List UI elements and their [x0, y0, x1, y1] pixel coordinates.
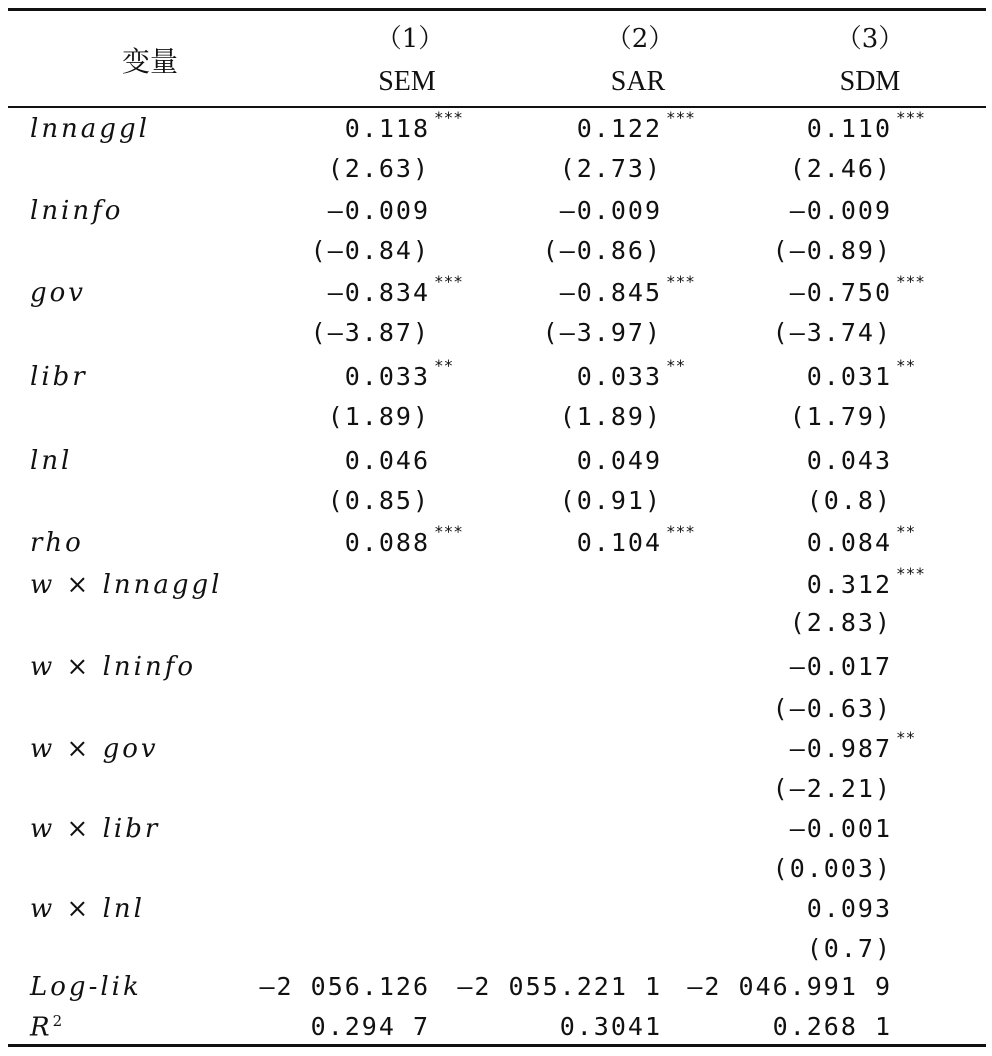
significance-stars: ** — [666, 356, 686, 375]
cell-col3 — [687, 972, 892, 1001]
significance-stars: *** — [434, 108, 463, 127]
significance-stars: ** — [896, 522, 916, 541]
cell-col3 — [790, 608, 892, 637]
cell-value: (1.89) — [327, 402, 430, 431]
cell-col1 — [344, 522, 463, 557]
table-row — [0, 564, 992, 610]
cell-value: (0.8) — [806, 486, 892, 515]
cell-value: (—3.87) — [310, 318, 430, 347]
row-label — [30, 278, 86, 308]
cell-value: (—0.89) — [772, 236, 892, 265]
significance-stars: *** — [896, 108, 925, 127]
row-label-text: w × lnnaggl — [30, 570, 223, 600]
cell-value: 0.118 — [344, 114, 430, 143]
cell-value: (—0.63) — [772, 694, 892, 723]
cell-value: —2 046.991 9 — [687, 972, 892, 1001]
cell-value: 0.084 — [806, 528, 892, 557]
cell-value: (2.46) — [789, 154, 892, 183]
cell-col2 — [577, 446, 662, 475]
row-label-text: w × lnl — [30, 894, 145, 924]
cell-value: (1.89) — [559, 402, 662, 431]
cell-value: 0.3041 — [559, 1012, 662, 1041]
cell-col3 — [790, 196, 892, 225]
cell-value: (0.003) — [772, 854, 892, 883]
cell-col1 — [328, 154, 430, 183]
cell-col2 — [543, 318, 662, 347]
table-row — [0, 894, 992, 934]
cell-value: (—0.86) — [542, 236, 662, 265]
cell-value: —0.845 — [559, 278, 662, 307]
table-row — [0, 196, 992, 236]
row-label — [30, 570, 222, 600]
table-row — [0, 652, 992, 692]
cell-value: (—3.97) — [542, 318, 662, 347]
significance-stars: ** — [896, 728, 916, 747]
row-label-text: R — [30, 1012, 53, 1043]
row-label — [30, 894, 145, 924]
cell-col3 — [790, 814, 892, 843]
cell-col3 — [773, 854, 892, 883]
table-row — [0, 814, 992, 854]
significance-stars: *** — [434, 522, 463, 541]
cell-col3 — [807, 486, 892, 515]
significance-stars: *** — [666, 108, 695, 127]
cell-col2 — [576, 522, 695, 557]
row-label — [30, 972, 142, 1002]
table-row — [0, 972, 992, 1012]
significance-stars: *** — [896, 272, 925, 291]
cell-value: (2.83) — [789, 608, 892, 637]
cell-value: —0.009 — [327, 196, 430, 225]
table-row — [0, 272, 992, 318]
cell-col2 — [576, 356, 686, 391]
row-label — [30, 446, 72, 476]
cell-col1 — [344, 108, 463, 143]
header-col1-number: （1） — [375, 24, 445, 54]
cell-col3 — [806, 522, 916, 557]
table-row — [0, 694, 992, 734]
header-col3-number: （3） — [835, 24, 905, 54]
cell-col2 — [457, 972, 662, 1001]
row-label — [30, 652, 196, 682]
cell-col3 — [773, 694, 892, 723]
cell-value: 0.033 — [344, 362, 430, 391]
cell-col1 — [344, 356, 454, 391]
cell-col1 — [328, 196, 430, 225]
table-top-rule — [8, 8, 986, 11]
cell-col3 — [789, 728, 916, 763]
table-row — [0, 356, 992, 402]
cell-col1 — [311, 1012, 430, 1041]
cell-col3 — [807, 446, 892, 475]
cell-col3 — [807, 934, 892, 963]
row-label — [30, 814, 160, 844]
table-row — [0, 934, 992, 974]
cell-value: —0.834 — [327, 278, 430, 307]
table-row — [0, 854, 992, 894]
row-label-text: w × lninfo — [30, 652, 196, 682]
row-label — [30, 114, 150, 144]
cell-col2 — [576, 108, 695, 143]
table-row — [0, 522, 992, 568]
cell-col3 — [790, 402, 892, 431]
header-col3-name: SDM — [839, 66, 901, 97]
cell-col2 — [560, 486, 662, 515]
header-variable: 变量 — [121, 45, 178, 78]
cell-col1 — [311, 236, 430, 265]
cell-col1 — [259, 972, 430, 1001]
cell-value: (1.79) — [789, 402, 892, 431]
row-label — [30, 528, 84, 558]
cell-value: —0.009 — [789, 196, 892, 225]
cell-col1 — [328, 402, 430, 431]
cell-col1 — [328, 486, 430, 515]
cell-col2 — [560, 154, 662, 183]
cell-col3 — [773, 236, 892, 265]
cell-value: 0.093 — [806, 894, 892, 923]
row-label-text: rho — [30, 528, 84, 558]
cell-value: —0.017 — [789, 652, 892, 681]
table-row — [0, 318, 992, 358]
cell-value: 0.033 — [576, 362, 662, 391]
significance-stars: *** — [434, 272, 463, 291]
cell-value: 0.294 7 — [310, 1012, 430, 1041]
row-label-text: lninfo — [30, 196, 124, 226]
row-label-text: lnl — [30, 446, 73, 476]
cell-value: (0.91) — [559, 486, 662, 515]
cell-col3 — [773, 1012, 892, 1041]
table-row — [0, 154, 992, 194]
cell-col3 — [806, 108, 925, 143]
cell-value: —0.750 — [789, 278, 892, 307]
cell-value: —0.987 — [789, 734, 892, 763]
cell-value: 0.104 — [576, 528, 662, 557]
header-col2-name: SAR — [610, 66, 666, 97]
table-row — [0, 774, 992, 814]
cell-col3 — [806, 356, 916, 391]
header-col2-number: （2） — [605, 24, 675, 54]
cell-value: 0.122 — [576, 114, 662, 143]
row-label — [30, 196, 123, 226]
table-row — [0, 446, 992, 486]
table-row — [0, 608, 992, 648]
cell-value: (2.63) — [327, 154, 430, 183]
header-col1-name: SEM — [378, 66, 436, 97]
cell-col1 — [345, 446, 430, 475]
cell-col1 — [311, 318, 430, 347]
cell-value: 0.088 — [344, 528, 430, 557]
table-bottom-rule — [8, 1044, 986, 1047]
significance-stars: *** — [666, 522, 695, 541]
row-label-superscript: 2 — [52, 1012, 66, 1030]
cell-value: 0.043 — [806, 446, 892, 475]
significance-stars: ** — [896, 356, 916, 375]
cell-value: (—3.74) — [772, 318, 892, 347]
cell-value: —0.009 — [559, 196, 662, 225]
cell-col2 — [560, 402, 662, 431]
cell-value: (0.85) — [327, 486, 430, 515]
cell-value: 0.031 — [806, 362, 892, 391]
row-label-text: w × gov — [30, 734, 159, 764]
cell-col2 — [559, 272, 695, 307]
table-header-rule — [8, 106, 986, 108]
cell-value: 0.110 — [806, 114, 892, 143]
row-label-text: w × libr — [30, 814, 161, 844]
cell-value: —2 055.221 1 — [457, 972, 662, 1001]
cell-value: (—2.21) — [772, 774, 892, 803]
cell-col2 — [560, 1012, 662, 1041]
cell-col3 — [790, 652, 892, 681]
cell-value: 0.312 — [806, 570, 892, 599]
row-label-text: gov — [30, 278, 86, 308]
cell-col3 — [806, 564, 925, 599]
row-label — [30, 1012, 65, 1043]
cell-col3 — [773, 318, 892, 347]
significance-stars: *** — [666, 272, 695, 291]
cell-col2 — [560, 196, 662, 225]
table-row — [0, 486, 992, 526]
cell-value: (—0.84) — [310, 236, 430, 265]
cell-value: (0.7) — [806, 934, 892, 963]
cell-col3 — [790, 154, 892, 183]
table-row — [0, 402, 992, 442]
cell-value: —2 056.126 — [259, 972, 430, 1001]
significance-stars: ** — [434, 356, 454, 375]
cell-col3 — [773, 774, 892, 803]
cell-col1 — [327, 272, 463, 307]
cell-value: 0.046 — [344, 446, 430, 475]
row-label — [30, 362, 88, 392]
significance-stars: *** — [896, 564, 925, 583]
row-label-text: Log-lik — [30, 972, 142, 1002]
table-row — [0, 108, 992, 154]
row-label-text: lnnaggl — [30, 114, 150, 144]
cell-col2 — [543, 236, 662, 265]
table-row — [0, 728, 992, 774]
table-row — [0, 236, 992, 276]
cell-value: 0.268 1 — [772, 1012, 892, 1041]
cell-value: —0.001 — [789, 814, 892, 843]
row-label — [30, 734, 159, 764]
cell-value: 0.049 — [576, 446, 662, 475]
row-label-text: libr — [30, 362, 88, 392]
cell-col3 — [807, 894, 892, 923]
cell-col3 — [789, 272, 925, 307]
cell-value: (2.73) — [559, 154, 662, 183]
